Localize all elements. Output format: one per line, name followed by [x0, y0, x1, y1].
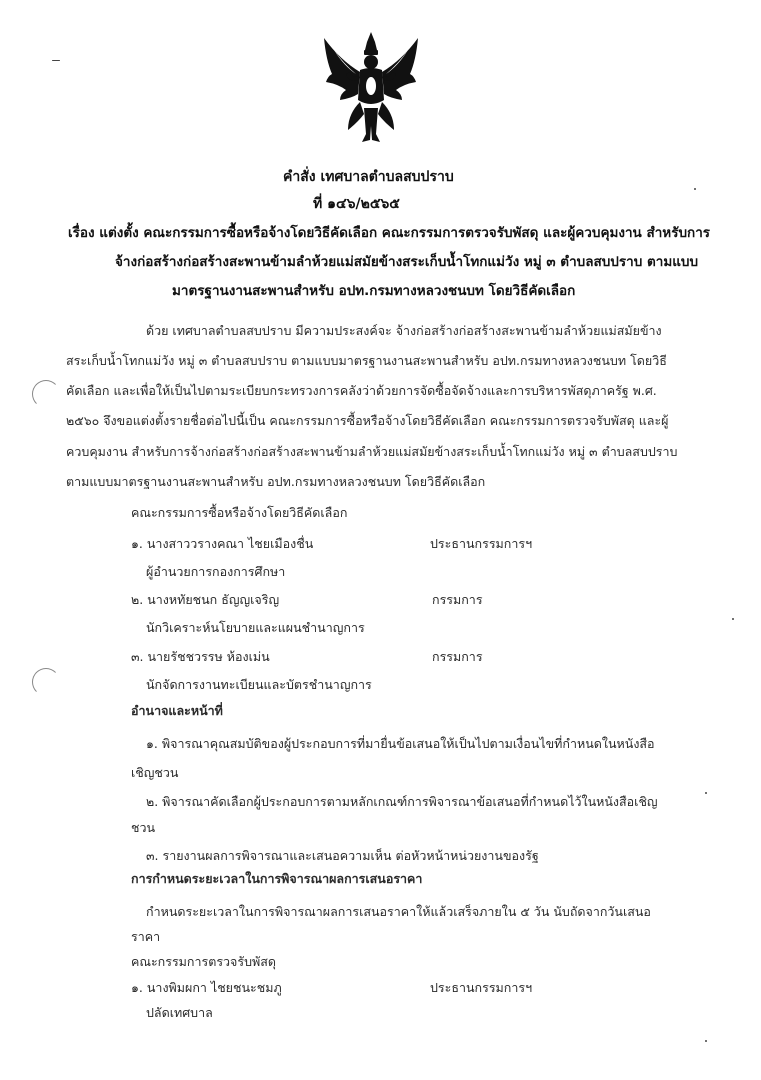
committee1-member-2-role: กรรมการ	[432, 592, 483, 607]
committee1-member-1-name: ๑. นางสาววรางคณา ไชยเมืองชื่น	[131, 536, 314, 551]
body-line-5: ควบคุมงาน สำหรับการจ้างก่อสร้างก่อสร้างสะพานข้ามลำห้วยแม่สมัยข้างสระเก็บน้ำโทกแม่วัง หมู่ ๓ ตำบลสบปราบ	[66, 444, 678, 459]
committee1-member-3-role: กรรมการ	[432, 649, 483, 664]
garuda-emblem-icon	[318, 30, 424, 144]
subject-text-1: แต่งตั้ง คณะกรรมการซื้อหรือจ้างโดยวิธีคัดเลือก คณะกรรมการตรวจรับพัสดุ และผู้ควบคุมงาน สำหรับการ	[99, 225, 711, 241]
committee1-member-3-position: นักจัดการงานทะเบียนและบัตรชำนาญการ	[146, 677, 372, 692]
committee1-member-1-position: ผู้อำนวยการกองการศึกษา	[146, 564, 286, 579]
subject-label: เรื่อง	[68, 225, 95, 241]
scan-speck	[705, 792, 707, 794]
duty-2-line-1: ๒. พิจารณาคัดเลือกผู้ประกอบการตามหลักเกณฑ์การพิจารณาข้อเสนอที่กำหนดไว้ในหนังสือเชิญ	[146, 794, 658, 809]
committee2-member-1-name: ๑. นางพิมผกา ไชยชนะชมภู	[131, 980, 282, 995]
scan-speck	[705, 1040, 707, 1042]
body-line-1: ด้วย เทศบาลตำบลสบปราบ มีความประสงค์จะ จ้างก่อสร้างก่อสร้างสะพานข้ามลำห้วยแม่สมัยข้าง	[146, 323, 662, 338]
duty-1-line-1: ๑. พิจารณาคุณสมบัติของผู้ประกอบการที่มายื่นข้อเสนอให้เป็นไปตามเงื่อนไขที่กำหนดในหนังสือ	[146, 736, 655, 751]
subject-line-2: จ้างก่อสร้างก่อสร้างสะพานข้ามลำห้วยแม่สมัยข้างสระเก็บน้ำโทกแม่วัง หมู่ ๓ ตำบลสบปราบ ตามแบบ	[115, 254, 699, 270]
body-line-6: ตามแบบมาตรฐานงานสะพานสำหรับ อปท.กรมทางหลวงชนบท โดยวิธีคัดเลือก	[66, 474, 486, 489]
order-title: คำสั่ง เทศบาลตำบลสบปราบ	[283, 169, 454, 185]
timeframe-heading: การกำหนดระยะเวลาในการพิจารณาผลการเสนอราคา	[131, 871, 423, 886]
committee1-member-2-position: นักวิเคราะห์นโยบายและแผนชำนาญการ	[146, 620, 365, 635]
subject-line-1	[68, 221, 710, 243]
duty-2-line-2: ชวน	[131, 820, 156, 835]
committee1-member-2-name: ๒. นางหทัยชนก ธัญญเจริญ	[131, 592, 280, 607]
punch-hole-mark	[32, 380, 60, 408]
scan-speck	[732, 618, 734, 620]
committee1-member-3-name: ๓. นายรัชชวรรษ ห้องเม่น	[131, 649, 270, 664]
duties-heading: อำนาจและหน้าที่	[131, 703, 223, 718]
committee1-member-1-role: ประธานกรรมการฯ	[430, 536, 533, 551]
duty-3-line-1: ๓. รายงานผลการพิจารณาและเสนอความเห็น ต่อหัวหน้าหน่วยงานของรัฐ	[146, 848, 539, 863]
punch-hole-mark	[32, 668, 60, 696]
committee2-heading: คณะกรรมการตรวจรับพัสดุ	[131, 954, 277, 969]
scan-speck	[694, 188, 696, 190]
committee2-member-1-position: ปลัดเทศบาล	[146, 1005, 213, 1020]
timeframe-line-1: กำหนดระยะเวลาในการพิจารณาผลการเสนอราคาให้แล้วเสร็จภายใน ๕ วัน นับถัดจากวันเสนอ	[146, 904, 651, 919]
committee2-member-1-role: ประธานกรรมการฯ	[430, 980, 533, 995]
duty-1-line-2: เชิญชวน	[131, 765, 179, 780]
body-line-3: คัดเลือก และเพื่อให้เป็นไปตามระเบียบกระทรวงการคลังว่าด้วยการจัดซื้อจัดจ้างและการบริหารพัสดุภาครัฐ พ.ศ.	[66, 383, 657, 398]
body-line-4: ๒๕๖๐ จึงขอแต่งตั้งรายชื่อต่อไปนี้เป็น คณะกรรมการซื้อหรือจ้างโดยวิธีคัดเลือก คณะกรรมการตรวจรับพัสดุ และผู้	[66, 413, 669, 428]
subject-line-3: มาตรฐานงานสะพานสำหรับ อปท.กรมทางหลวงชนบท โดยวิธีคัดเลือก	[172, 283, 576, 299]
committee1-heading: คณะกรรมการซื้อหรือจ้างโดยวิธีคัดเลือก	[131, 505, 348, 520]
body-line-2: สระเก็บน้ำโทกแม่วัง หมู่ ๓ ตำบลสบปราบ ตามแบบมาตรฐานงานสะพานสำหรับ อปท.กรมทางหลวงชนบท โดยวิธี	[66, 353, 667, 368]
order-number: ที่ ๑๔๖/๒๕๖๕	[313, 196, 400, 212]
timeframe-line-2: ราคา	[131, 929, 161, 944]
scan-speck	[52, 60, 60, 61]
